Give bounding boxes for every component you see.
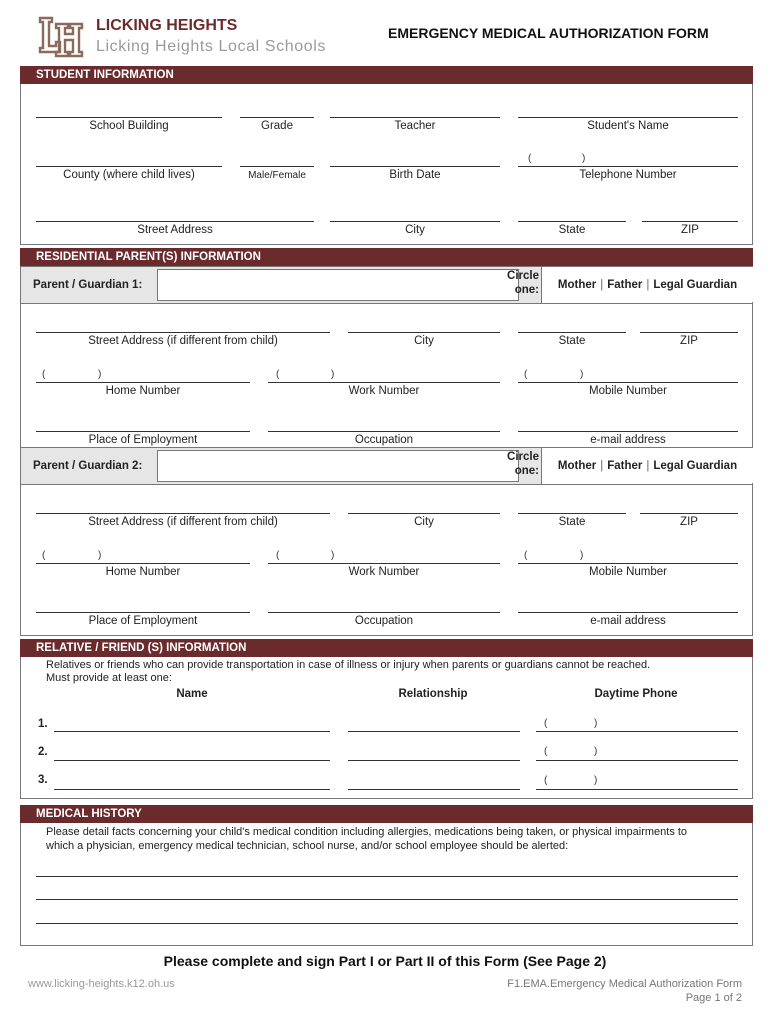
- relative1-relationship-field[interactable]: [348, 731, 520, 732]
- relatives-instructions: Relatives or friends who can provide transportation in case of illness or injury when parents or guardians cannot be reached.: [46, 659, 651, 671]
- paren-open: (: [276, 550, 280, 561]
- paren-open: (: [524, 369, 528, 380]
- state-label: State: [558, 224, 586, 236]
- relative3-name-field[interactable]: [54, 789, 330, 790]
- guardian1-city-label: City: [414, 335, 434, 347]
- org-subtitle: Licking Heights Local Schools: [96, 38, 326, 55]
- paren-close: ): [594, 718, 598, 729]
- sex-label: Male/Female: [248, 170, 306, 181]
- guardian2-city-label: City: [414, 516, 434, 528]
- footer-page-number: Page 1 of 2: [685, 992, 742, 1004]
- birth-date-field[interactable]: [330, 166, 500, 167]
- school-logo-icon: [38, 16, 84, 58]
- telephone-label: Telephone Number: [579, 169, 677, 181]
- school-building-label: School Building: [89, 120, 169, 132]
- guardian1-option-father[interactable]: Father: [607, 279, 643, 291]
- separator: |: [600, 460, 604, 472]
- guardian2-option-mother[interactable]: Mother: [557, 460, 597, 472]
- birth-date-label: Birth Date: [389, 169, 441, 181]
- circle-text-2: one:: [514, 465, 539, 477]
- guardian1-employer-field[interactable]: [36, 431, 250, 432]
- street-address-label: Street Address: [137, 224, 213, 236]
- circle-text-2: one:: [514, 284, 539, 296]
- paren-close: ): [580, 369, 584, 380]
- phone-paren-open: (: [528, 153, 532, 164]
- guardian2-street-field[interactable]: [36, 513, 330, 514]
- medical-section-header: [20, 805, 753, 823]
- paren-open: (: [524, 550, 528, 561]
- relative3-relationship-field[interactable]: [348, 789, 520, 790]
- guardian1-home-label: Home Number: [105, 385, 181, 397]
- guardian1-zip-field[interactable]: [640, 332, 738, 333]
- city-label: City: [405, 224, 425, 236]
- teacher-field[interactable]: [330, 117, 500, 118]
- guardian2-occupation-label: Occupation: [354, 615, 414, 627]
- footer-note: Please complete and sign Part I or Part II of this Form (See Page 2): [163, 953, 607, 969]
- guardian1-mobile-field[interactable]: [518, 382, 738, 383]
- paren-close: ): [98, 550, 102, 561]
- paren-open: (: [544, 775, 548, 786]
- guardian2-label: Parent / Guardian 2:: [33, 460, 143, 472]
- guardian1-option-mother[interactable]: Mother: [557, 279, 597, 291]
- relatives-instructions-2: Must provide at least one:: [46, 672, 172, 684]
- paren-close: ): [594, 746, 598, 757]
- circle-text-1: Circle: [507, 270, 539, 282]
- form-title: EMERGENCY MEDICAL AUTHORIZATION FORM: [388, 25, 709, 41]
- guardian1-label: Parent / Guardian 1:: [33, 279, 143, 291]
- student-section-title: STUDENT INFORMATION: [36, 69, 174, 81]
- student-name-label: Student's Name: [587, 120, 669, 132]
- paren-close: ): [331, 369, 335, 380]
- city-field[interactable]: [330, 221, 500, 222]
- relative-row-number: 3.: [38, 774, 48, 786]
- guardian2-mobile-field[interactable]: [518, 563, 738, 564]
- paren-open: (: [544, 718, 548, 729]
- relative2-name-field[interactable]: [54, 760, 330, 761]
- guardian1-street-label: Street Address (if different from child): [88, 335, 278, 347]
- guardian2-relationship-options: [541, 448, 753, 484]
- relative-row-number: 2.: [38, 746, 48, 758]
- relative1-phone-field[interactable]: [536, 731, 738, 732]
- relatives-section-title: RELATIVE / FRIEND (S) INFORMATION: [36, 642, 247, 654]
- guardian2-option-father[interactable]: Father: [607, 460, 643, 472]
- guardian2-city-field[interactable]: [348, 513, 500, 514]
- org-name: LICKING HEIGHTS: [96, 17, 238, 34]
- relative-row-number: 1.: [38, 718, 48, 730]
- parents-section-header: [20, 248, 753, 266]
- col-name-header: Name: [176, 688, 208, 700]
- medical-instructions: Please detail facts concerning your child's medical condition including allergies, medications being taken, or physical impairments to: [46, 826, 688, 838]
- guardian2-employer-label: Place of Employment: [88, 615, 198, 627]
- medical-section-title: MEDICAL HISTORY: [36, 808, 142, 820]
- guardian1-circle-prompt: [499, 269, 539, 299]
- paren-close: ): [594, 775, 598, 786]
- circle-text-1: Circle: [507, 451, 539, 463]
- guardian1-email-field[interactable]: [518, 431, 738, 432]
- parents-section-title: RESIDENTIAL PARENT(S) INFORMATION: [36, 251, 261, 263]
- guardian2-state-field[interactable]: [518, 513, 626, 514]
- relative2-relationship-field[interactable]: [348, 760, 520, 761]
- guardian2-zip-field[interactable]: [640, 513, 738, 514]
- guardian1-option-legal-guardian[interactable]: Legal Guardian: [653, 279, 738, 291]
- medical-history-line-2[interactable]: [36, 899, 738, 900]
- guardian1-section: [20, 302, 753, 449]
- state-field[interactable]: [518, 221, 626, 222]
- telephone-field[interactable]: [518, 166, 738, 167]
- col-phone-header: Daytime Phone: [594, 688, 678, 700]
- guardian2-name-field[interactable]: [157, 450, 519, 482]
- guardian2-circle-prompt: [499, 450, 539, 480]
- paren-open: (: [42, 369, 46, 380]
- footer-form-id: F1.EMA.Emergency Medical Authorization Form: [507, 978, 742, 990]
- student-name-field[interactable]: [518, 117, 738, 118]
- school-logo: [38, 16, 84, 58]
- student-section-header: [20, 66, 753, 84]
- paren-open: (: [42, 550, 46, 561]
- school-building-field[interactable]: [36, 117, 222, 118]
- grade-field[interactable]: [240, 117, 314, 118]
- guardian2-mobile-label: Mobile Number: [589, 566, 667, 578]
- county-label: County (where child lives): [63, 169, 195, 181]
- guardian2-work-label: Work Number: [348, 566, 420, 578]
- zip-field[interactable]: [642, 221, 738, 222]
- guardian2-occupation-field[interactable]: [268, 612, 500, 613]
- teacher-label: Teacher: [394, 120, 436, 132]
- separator: |: [600, 279, 604, 291]
- guardian1-zip-label: ZIP: [680, 335, 698, 347]
- col-relationship-header: Relationship: [398, 688, 468, 700]
- guardian1-occupation-field[interactable]: [268, 431, 500, 432]
- guardian1-row: [20, 266, 753, 304]
- guardian2-state-label: State: [558, 516, 586, 528]
- relative3-phone-field[interactable]: [536, 789, 738, 790]
- guardian2-employer-field[interactable]: [36, 612, 250, 613]
- guardian2-home-label: Home Number: [105, 566, 181, 578]
- relative2-phone-field[interactable]: [536, 760, 738, 761]
- street-address-field[interactable]: [36, 221, 314, 222]
- county-field[interactable]: [36, 166, 222, 167]
- sex-field[interactable]: [240, 166, 314, 167]
- guardian1-relationship-options: [541, 267, 753, 303]
- relative1-name-field[interactable]: [54, 731, 330, 732]
- guardian2-row: [20, 447, 753, 485]
- separator: |: [646, 279, 650, 291]
- medical-history-line-3[interactable]: [36, 923, 738, 924]
- guardian1-mobile-label: Mobile Number: [589, 385, 667, 397]
- guardian2-option-legal-guardian[interactable]: Legal Guardian: [653, 460, 738, 472]
- paren-open: (: [544, 746, 548, 757]
- guardian1-occupation-label: Occupation: [354, 434, 414, 446]
- guardian2-email-field[interactable]: [518, 612, 738, 613]
- guardian1-email-label: e-mail address: [590, 434, 666, 446]
- footer-website[interactable]: www.licking-heights.k12.oh.us: [28, 978, 175, 990]
- guardian1-city-field[interactable]: [348, 332, 500, 333]
- guardian1-work-field[interactable]: [268, 382, 500, 383]
- guardian1-employer-label: Place of Employment: [88, 434, 198, 446]
- paren-close: ): [331, 550, 335, 561]
- guardian1-work-label: Work Number: [348, 385, 420, 397]
- guardian2-home-field[interactable]: [36, 563, 250, 564]
- guardian1-state-label: State: [558, 335, 586, 347]
- medical-instructions-2: which a physician, emergency medical technician, school nurse, and/or school employee should be alerted:: [46, 840, 569, 852]
- guardian1-street-field[interactable]: [36, 332, 330, 333]
- paren-close: ): [580, 550, 584, 561]
- guardian1-name-field[interactable]: [157, 269, 519, 301]
- guardian2-work-field[interactable]: [268, 563, 500, 564]
- guardian2-zip-label: ZIP: [680, 516, 698, 528]
- medical-history-line-1[interactable]: [36, 876, 738, 877]
- zip-label: ZIP: [681, 224, 699, 236]
- paren-close: ): [98, 369, 102, 380]
- guardian1-home-field[interactable]: [36, 382, 250, 383]
- paren-open: (: [276, 369, 280, 380]
- guardian2-section: [20, 483, 753, 636]
- grade-label: Grade: [261, 120, 293, 132]
- guardian1-state-field[interactable]: [518, 332, 626, 333]
- guardian2-email-label: e-mail address: [590, 615, 666, 627]
- phone-paren-close: ): [582, 153, 586, 164]
- guardian2-street-label: Street Address (if different from child): [88, 516, 278, 528]
- separator: |: [646, 460, 650, 472]
- relatives-section-header: [20, 639, 753, 657]
